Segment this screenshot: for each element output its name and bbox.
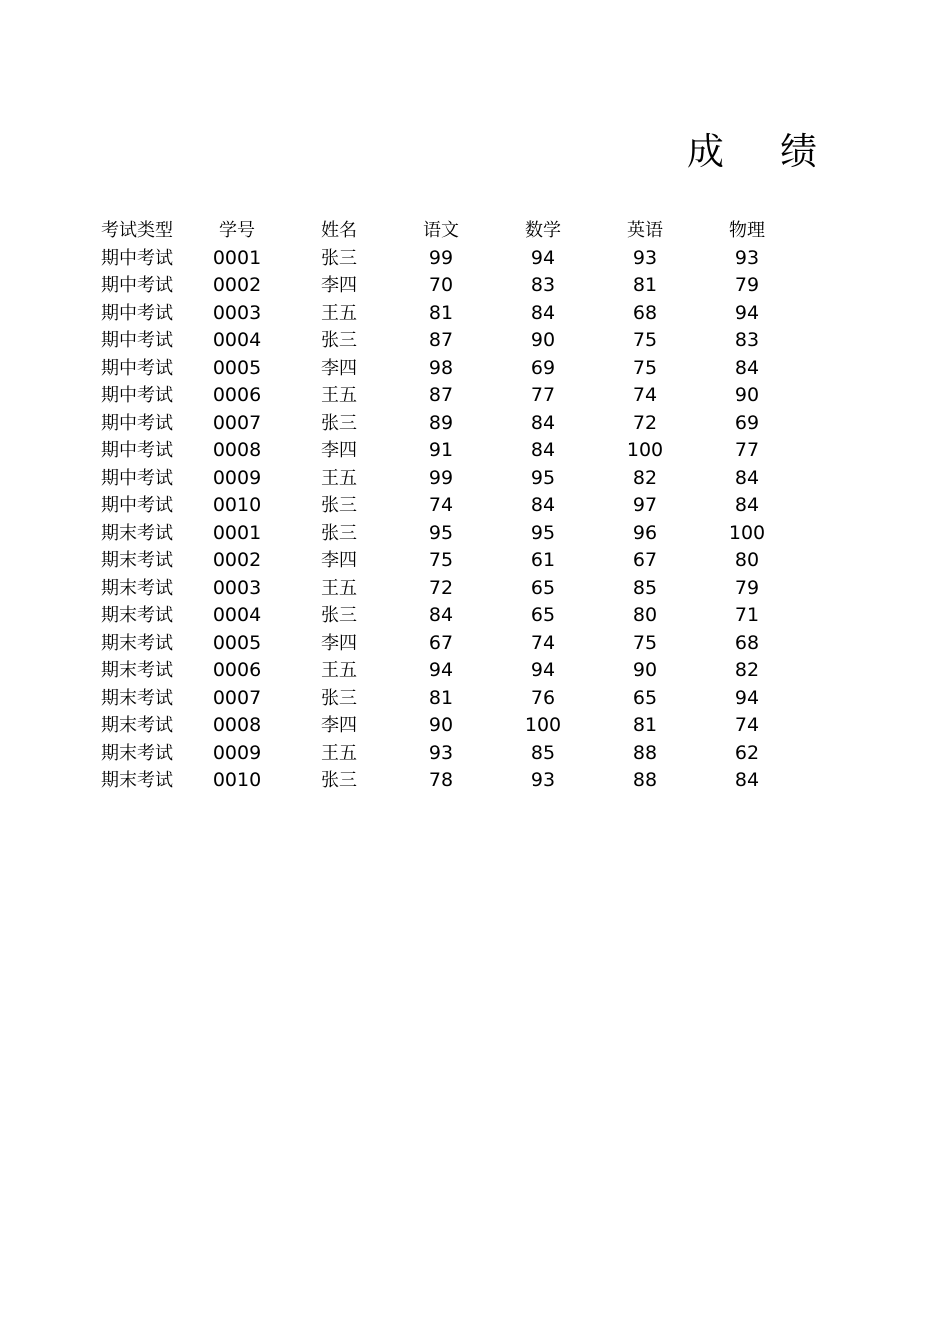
student-id-cell: 0002 bbox=[212, 274, 262, 296]
math-score-cell: 84 bbox=[530, 494, 556, 516]
physics-score-cell: 84 bbox=[734, 769, 760, 791]
student-id-cell: 0009 bbox=[212, 741, 262, 764]
student-name-cell: 王五 bbox=[321, 467, 357, 489]
chinese-score-cell: 84 bbox=[428, 604, 454, 626]
header-student-id: 学号 bbox=[219, 220, 255, 241]
exam-type-cell: 期末考试 bbox=[101, 522, 173, 544]
exam-type-cell: 期中考试 bbox=[101, 357, 173, 379]
english-score-cell: 80 bbox=[632, 604, 658, 626]
exam-type-cell: 期末考试 bbox=[101, 577, 173, 599]
student-name-cell: 李四 bbox=[321, 632, 357, 654]
math-score-cell: 65 bbox=[530, 576, 556, 599]
student-id-cell: 0006 bbox=[212, 659, 262, 681]
exam-type-cell: 期中考试 bbox=[101, 467, 173, 489]
student-id-cell: 0005 bbox=[212, 356, 262, 379]
physics-score-cell: 69 bbox=[734, 411, 760, 434]
chinese-score-cell: 67 bbox=[428, 631, 454, 654]
exam-type-cell: 期末考试 bbox=[101, 660, 173, 681]
table-row bbox=[88, 740, 798, 768]
chinese-score-cell: 81 bbox=[428, 301, 454, 324]
physics-score-cell: 68 bbox=[734, 631, 760, 654]
exam-type-cell: 期中考试 bbox=[101, 412, 173, 434]
student-id-cell: 0009 bbox=[212, 466, 262, 489]
physics-score-cell: 90 bbox=[734, 384, 760, 406]
math-score-cell: 95 bbox=[530, 521, 556, 544]
student-id-cell: 0004 bbox=[212, 329, 262, 351]
page-title: 成绩 bbox=[687, 130, 873, 173]
table-row bbox=[88, 245, 798, 273]
student-name-cell: 李四 bbox=[321, 275, 357, 296]
english-score-cell: 90 bbox=[632, 659, 658, 681]
english-score-cell: 81 bbox=[632, 714, 658, 736]
header-physics: 物理 bbox=[729, 220, 765, 241]
chinese-score-cell: 81 bbox=[428, 686, 454, 709]
physics-score-cell: 77 bbox=[734, 439, 760, 461]
student-name-cell: 张三 bbox=[321, 247, 357, 269]
header-name: 姓名 bbox=[321, 220, 357, 241]
english-score-cell: 65 bbox=[632, 686, 658, 709]
table-row bbox=[88, 657, 798, 685]
english-score-cell: 67 bbox=[632, 549, 658, 571]
student-name-cell: 张三 bbox=[321, 412, 357, 434]
exam-type-cell: 期中考试 bbox=[101, 247, 173, 269]
english-score-cell: 72 bbox=[632, 411, 658, 434]
chinese-score-cell: 99 bbox=[428, 246, 454, 269]
student-id-cell: 0007 bbox=[212, 686, 262, 709]
student-id-cell: 0005 bbox=[212, 631, 262, 654]
physics-score-cell: 71 bbox=[734, 604, 760, 626]
english-score-cell: 82 bbox=[632, 466, 658, 489]
english-score-cell: 75 bbox=[632, 631, 658, 654]
math-score-cell: 94 bbox=[530, 246, 556, 269]
english-score-cell: 74 bbox=[632, 384, 658, 406]
english-score-cell: 75 bbox=[632, 356, 658, 379]
chinese-score-cell: 90 bbox=[428, 714, 454, 736]
english-score-cell: 100 bbox=[626, 439, 664, 461]
physics-score-cell: 100 bbox=[728, 521, 766, 544]
student-name-cell: 李四 bbox=[321, 357, 357, 379]
exam-type-cell: 期末考试 bbox=[101, 715, 173, 736]
exam-type-cell: 期中考试 bbox=[101, 302, 173, 324]
student-name-cell: 王五 bbox=[321, 577, 357, 599]
english-score-cell: 96 bbox=[632, 521, 658, 544]
table-row bbox=[88, 685, 798, 713]
header-math: 数学 bbox=[525, 220, 561, 241]
table-row bbox=[88, 300, 798, 328]
table-row bbox=[88, 327, 798, 355]
page-title-area bbox=[600, 120, 873, 190]
student-name-cell: 李四 bbox=[321, 440, 357, 461]
student-id-cell: 0008 bbox=[212, 439, 262, 461]
chinese-score-cell: 94 bbox=[428, 659, 454, 681]
math-score-cell: 76 bbox=[530, 686, 556, 709]
math-score-cell: 74 bbox=[530, 631, 556, 654]
exam-type-cell: 期中考试 bbox=[101, 495, 173, 516]
student-name-cell: 李四 bbox=[321, 550, 357, 571]
exam-type-cell: 期末考试 bbox=[101, 550, 173, 571]
math-score-cell: 77 bbox=[530, 384, 556, 406]
score-table bbox=[88, 217, 798, 795]
table-row bbox=[88, 355, 798, 383]
exam-type-cell: 期中考试 bbox=[101, 385, 173, 406]
math-score-cell: 95 bbox=[530, 466, 556, 489]
math-score-cell: 83 bbox=[530, 274, 556, 296]
physics-score-cell: 83 bbox=[734, 329, 760, 351]
math-score-cell: 85 bbox=[530, 741, 556, 764]
chinese-score-cell: 75 bbox=[428, 549, 454, 571]
chinese-score-cell: 99 bbox=[428, 466, 454, 489]
exam-type-cell: 期末考试 bbox=[101, 605, 173, 626]
table-row bbox=[88, 465, 798, 493]
chinese-score-cell: 74 bbox=[428, 494, 454, 516]
student-id-cell: 0007 bbox=[212, 411, 262, 434]
math-score-cell: 94 bbox=[530, 659, 556, 681]
exam-type-cell: 期末考试 bbox=[101, 687, 173, 709]
exam-type-cell: 期中考试 bbox=[101, 330, 173, 351]
chinese-score-cell: 89 bbox=[428, 411, 454, 434]
math-score-cell: 61 bbox=[530, 549, 556, 571]
chinese-score-cell: 91 bbox=[428, 439, 454, 461]
table-row bbox=[88, 410, 798, 438]
student-id-cell: 0003 bbox=[212, 576, 262, 599]
physics-score-cell: 82 bbox=[734, 659, 760, 681]
student-name-cell: 王五 bbox=[321, 302, 357, 324]
student-id-cell: 0001 bbox=[212, 521, 262, 544]
table-row bbox=[88, 767, 798, 795]
student-name-cell: 李四 bbox=[321, 715, 357, 736]
english-score-cell: 81 bbox=[632, 274, 658, 296]
chinese-score-cell: 98 bbox=[428, 356, 454, 379]
chinese-score-cell: 72 bbox=[428, 576, 454, 599]
table-row bbox=[88, 382, 798, 410]
physics-score-cell: 94 bbox=[734, 301, 760, 324]
physics-score-cell: 94 bbox=[734, 686, 760, 709]
chinese-score-cell: 70 bbox=[428, 274, 454, 296]
table-row bbox=[88, 575, 798, 603]
physics-score-cell: 84 bbox=[734, 466, 760, 489]
english-score-cell: 88 bbox=[632, 741, 658, 764]
physics-score-cell: 79 bbox=[734, 274, 760, 296]
header-chinese: 语文 bbox=[423, 220, 459, 241]
physics-score-cell: 74 bbox=[734, 714, 760, 736]
math-score-cell: 84 bbox=[530, 439, 556, 461]
physics-score-cell: 80 bbox=[734, 549, 760, 571]
table-row bbox=[88, 437, 798, 465]
student-id-cell: 0001 bbox=[212, 246, 262, 269]
student-id-cell: 0006 bbox=[212, 384, 262, 406]
english-score-cell: 93 bbox=[632, 246, 658, 269]
english-score-cell: 85 bbox=[632, 576, 658, 599]
table-row bbox=[88, 492, 798, 520]
student-id-cell: 0010 bbox=[212, 494, 262, 516]
student-id-cell: 0003 bbox=[212, 301, 262, 324]
physics-score-cell: 62 bbox=[734, 741, 760, 764]
table-header-row bbox=[88, 217, 798, 245]
student-name-cell: 张三 bbox=[321, 770, 357, 791]
table-row bbox=[88, 712, 798, 740]
chinese-score-cell: 78 bbox=[428, 769, 454, 791]
exam-type-cell: 期中考试 bbox=[101, 275, 173, 296]
english-score-cell: 68 bbox=[632, 301, 658, 324]
physics-score-cell: 93 bbox=[734, 246, 760, 269]
student-name-cell: 张三 bbox=[321, 495, 357, 516]
math-score-cell: 84 bbox=[530, 411, 556, 434]
math-score-cell: 69 bbox=[530, 356, 556, 379]
table-row bbox=[88, 602, 798, 630]
physics-score-cell: 79 bbox=[734, 576, 760, 599]
table-row bbox=[88, 272, 798, 300]
math-score-cell: 84 bbox=[530, 301, 556, 324]
student-id-cell: 0004 bbox=[212, 604, 262, 626]
student-id-cell: 0010 bbox=[212, 769, 262, 791]
student-id-cell: 0002 bbox=[212, 549, 262, 571]
english-score-cell: 88 bbox=[632, 769, 658, 791]
student-name-cell: 张三 bbox=[321, 330, 357, 351]
student-name-cell: 王五 bbox=[321, 742, 357, 764]
math-score-cell: 100 bbox=[524, 714, 562, 736]
chinese-score-cell: 87 bbox=[428, 384, 454, 406]
exam-type-cell: 期中考试 bbox=[101, 440, 173, 461]
math-score-cell: 93 bbox=[530, 769, 556, 791]
chinese-score-cell: 87 bbox=[428, 329, 454, 351]
exam-type-cell: 期末考试 bbox=[101, 742, 173, 764]
math-score-cell: 65 bbox=[530, 604, 556, 626]
physics-score-cell: 84 bbox=[734, 494, 760, 516]
student-name-cell: 王五 bbox=[321, 385, 357, 406]
student-name-cell: 王五 bbox=[321, 660, 357, 681]
student-name-cell: 张三 bbox=[321, 605, 357, 626]
exam-type-cell: 期末考试 bbox=[101, 770, 173, 791]
student-id-cell: 0008 bbox=[212, 714, 262, 736]
chinese-score-cell: 93 bbox=[428, 741, 454, 764]
math-score-cell: 90 bbox=[530, 329, 556, 351]
table-row bbox=[88, 547, 798, 575]
header-english: 英语 bbox=[627, 220, 663, 241]
exam-type-cell: 期末考试 bbox=[101, 632, 173, 654]
english-score-cell: 75 bbox=[632, 329, 658, 351]
table-body bbox=[88, 245, 798, 795]
student-name-cell: 张三 bbox=[321, 687, 357, 709]
table-row bbox=[88, 630, 798, 658]
physics-score-cell: 84 bbox=[734, 356, 760, 379]
english-score-cell: 97 bbox=[632, 494, 658, 516]
chinese-score-cell: 95 bbox=[428, 521, 454, 544]
header-exam-type: 考试类型 bbox=[101, 220, 173, 241]
student-name-cell: 张三 bbox=[321, 522, 357, 544]
table-row bbox=[88, 520, 798, 548]
